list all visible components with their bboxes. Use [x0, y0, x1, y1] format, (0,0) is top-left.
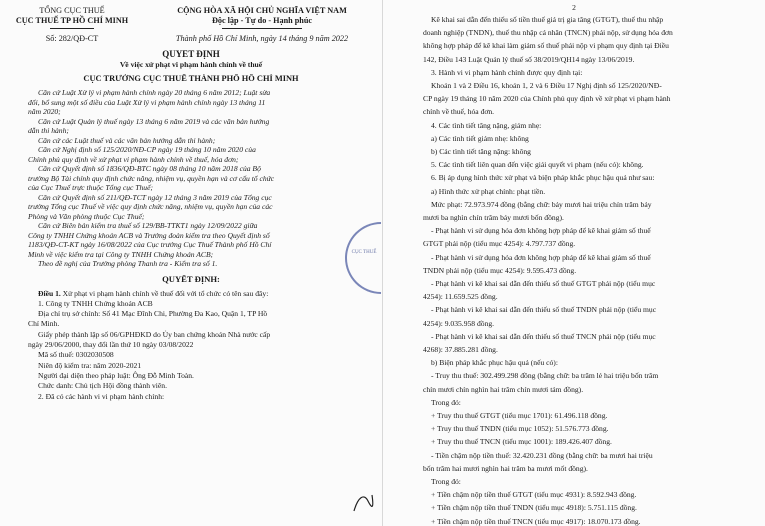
article-line: Điều 1. Xử phạt vi phạm hành chính về thuế đối với tổ chức có tên sau đây: [38, 288, 269, 298]
content-line: mươi ba nghìn chín trăm bảy mươi bốn đồng). [423, 213, 564, 222]
signature-mark-icon [348, 487, 378, 517]
content-line: doanh nghiệp (TNDN), thuế thu nhập cá nhân (TNCN) phải nộp, sử dụng hóa đơn [423, 28, 673, 38]
basis-line: Căn cứ Luật Quản lý thuế ngày 13 tháng 6 năm 2019 và các văn bản hướng [38, 116, 270, 126]
content-line: Trong đó: [431, 397, 461, 407]
agency-name: CỤC THUẾ TP HỒ CHÍ MINH [15, 16, 129, 25]
content-line: a) Hình thức xử phạt chính: phạt tiền. [431, 186, 546, 196]
content-line: bốn trăm hai mươi nghìn hai trăm ba mươi mốt đồng). [423, 463, 588, 473]
basis-line: Căn cứ Luật Xử lý vi phạm hành chính ngày 20 tháng 6 năm 2012; Luật sửa [38, 88, 271, 97]
article-label: Điều 1. [38, 288, 61, 298]
agency-header [10, 6, 134, 44]
page-number: 2 [572, 3, 576, 12]
basis-line: Minh về việc kiểm tra tại Công ty TNHH Chứng khoán ACB; [28, 249, 214, 259]
article-line: Niên độ kiểm tra: năm 2020-2021 [38, 360, 142, 370]
content-line: GTGT phải nộp (tiểu mục 4254): 4.797.737 đồng. [423, 239, 576, 249]
basis-line: Căn cứ các Luật thuế và các văn bản hướng dẫn thi hành; [38, 135, 216, 145]
basis-line: 1183/QĐ-CT-KT ngày 16/08/2022 của Cục trưởng Cục Thuế Thành phố Hồ Chí [28, 240, 272, 249]
content-line: - Phạt hành vi kê khai sai dẫn đến thiếu số thuế GTGT phải nộp (tiểu mục [431, 279, 656, 288]
document-number: Số: 282/QĐ-CT [45, 34, 99, 43]
article-line: Giấy phép thành lập số 06/GPHĐKD do Ủy ban chứng khoán Nhà nước cấp [38, 329, 271, 339]
basis-line: Căn cứ Quyết định số 1836/QĐ-BTC ngày 08 tháng 10 năm 2018 của Bộ [38, 164, 261, 173]
basis-line: đổi, bổ sung một số điều của Luật Xử lý vi phạm hành chính ngày 13 tháng 11 [28, 97, 266, 107]
content-line: b) Các tình tiết tăng nặng: không [431, 147, 531, 156]
content-line: chín mươi chín nghìn hai trăm chín mươi tám đồng). [423, 384, 584, 394]
content-line: không hợp pháp để kê khai làm giảm số thuế phải nộp vi phạm quy định tại Điều [423, 41, 669, 51]
content-line: + Tiền chậm nộp tiền thuế TNCN (tiểu mục 4917): 18.070.173 đồng. [431, 516, 641, 526]
basis-line: dẫn thi hành; [28, 126, 69, 135]
content-line: - Tiền chậm nộp tiền thuế: 32.420.231 đồng (bằng chữ: ba mươi hai triệu [431, 450, 653, 460]
stamp-label: CỤC THUẾ [351, 250, 377, 255]
content-line: 4. Các tình tiết tăng nặng, giảm nhẹ: [431, 120, 542, 130]
article-line: Địa chỉ trụ sở chính: Số 41 Mạc Đĩnh Chi, Phường Đa Kao, Quận 1, TP Hồ [38, 309, 268, 319]
content-line: chính về thuế, hóa đơn. [423, 107, 495, 117]
content-line: + Truy thu thuế GTGT (tiểu mục 1701): 61.496.118 đồng. [431, 411, 608, 420]
content-line: b) Biện pháp khắc phục hậu quả (nếu có): [431, 358, 558, 368]
content-line: 142, Điều 143 Luật Quản lý thuế số 38/2019/QH14 ngày 13/06/2019. [423, 54, 635, 64]
content-line: a) Các tình tiết giảm nhẹ: không [431, 133, 529, 143]
content-line: TNDN phải nộp (tiểu mục 4254): 9.595.473 đồng. [423, 265, 577, 275]
content-line: 4254): 9.035.958 đồng. [423, 318, 495, 328]
content-line: Trong đó: [431, 477, 461, 486]
content-line: 3. Hành vi vi phạm hành chính được quy định tại: [431, 67, 583, 77]
content-line: - Phạt hành vi sử dụng hóa đơn không hợp pháp để kê khai giảm số thuế [431, 226, 651, 236]
nation-name: CỘNG HÒA XÃ HỘI CHỦ NGHĨA VIỆT NAM [177, 6, 347, 15]
place-date: Thành phố Hồ Chí Minh, ngày 14 tháng 9 năm 2022 [175, 34, 349, 43]
article-line: 1. Công ty TNHH Chứng khoán ACB [38, 298, 153, 308]
document-page-2 [383, 0, 765, 526]
basis-line: Phòng và Văn phòng thuộc Cục Thuế; [28, 211, 145, 221]
article-line: Chí Minh. [28, 319, 60, 329]
basis-line: Chính phủ quy định về xử phạt vi phạm hành chính về thuế, hóa đơn; [28, 154, 239, 164]
article-line: 2. Đã có các hành vi vi phạm hành chính: [38, 391, 165, 401]
content-line: + Tiền chậm nộp tiền thuế GTGT (tiểu mục 4931): 8.592.943 đồng. [431, 490, 637, 500]
content-line: 6. Bị áp dụng hình thức xử phạt và biện pháp khắc phục hậu quả như sau: [431, 173, 655, 183]
basis-line: của Cục Thuế trực thuộc Tổng cục Thuế; [28, 183, 153, 192]
article-line: Người đại diện theo pháp luật: Ông Đỗ Minh Toàn. [38, 370, 194, 380]
basis-line: Căn cứ Biên bản kiểm tra thuế số 129/BB-TTKT1 ngày 12/09/2022 giữa [38, 221, 258, 230]
content-line: - Truy thu thuế: 302.499.298 đồng (bằng chữ: ba trăm lẻ hai triệu bốn trăm [431, 371, 659, 381]
basis-line: Theo đề nghị của Trưởng phòng Thanh tra - Kiểm tra số 1. [38, 259, 218, 268]
motto-underline [222, 28, 302, 29]
article-line: Mã số thuế: 0302030508 [38, 350, 114, 360]
content-line: - Phạt hành vi kê khai sai dẫn đến thiếu số thuế TNDN phải nộp (tiểu mục [431, 305, 657, 315]
basis-line: Công ty TNHH Chứng khoán ACB và Trưởng đoàn kiểm tra theo Quyết định số [28, 230, 270, 240]
content-line: + Truy thu thuế TNCN (tiểu mục 1001): 189.426.407 đồng. [431, 437, 612, 447]
nation-motto: Độc lập - Tự do - Hạnh phúc [211, 16, 313, 25]
nation-header [156, 6, 368, 44]
decision-title: QUYẾT ĐỊNH [162, 50, 220, 59]
content-line: + Tiền chậm nộp tiền thuế TNDN (tiểu mục 4918): 5.751.115 đồng. [431, 503, 637, 513]
content-line: 4268): 37.885.281 đồng. [423, 345, 498, 354]
agency-parent: TỔNG CỤC THUẾ [39, 6, 105, 15]
basis-line: năm 2020; [28, 107, 61, 116]
basis-line: Căn cứ Quyết định số 211/QĐ-TCT ngày 12 tháng 3 năm 2019 của Tổng cục [38, 192, 272, 202]
basis-line: trưởng Bộ Tài chính quy định chức năng, nhiệm vụ, quyền hạn và cơ cấu tổ chức [28, 173, 275, 183]
article-line: Chức danh: Chủ tịch Hội đồng thành viên. [38, 381, 167, 391]
content-line: + Truy thu thuế TNDN (tiểu mục 1052): 51.576.773 đồng. [431, 424, 609, 434]
content-line: - Phạt hành vi sử dụng hóa đơn không hợp pháp để kê khai giảm số thuế [431, 252, 651, 262]
content-line: 5. Các tình tiết liên quan đến việc giải quyết vi phạm (nếu có): không. [431, 160, 644, 170]
content-line: Kê khai sai dẫn đến thiếu số tiền thuế giá trị gia tăng (GTGT), thuế thu nhập [431, 15, 664, 24]
content-line: Mức phạt: 72.973.974 đồng (bằng chữ: bảy mươi hai triệu chín trăm bảy [431, 199, 652, 209]
article-line: ngày 29/06/2000, thay đổi lần thứ 10 ngày 03/08/2022 [28, 340, 194, 349]
agency-underline [50, 28, 94, 29]
content-line: Khoản 1 và 2 Điều 16, khoản 1, 2 và 6 Điều 17 Nghị định số 125/2020/NĐ- [431, 81, 662, 90]
basis-line: Căn cứ Nghị định số 125/2020/NĐ-CP ngày 19 tháng 10 năm 2020 của [38, 145, 256, 154]
issuer-title: CỤC TRƯỞNG CỤC THUẾ THÀNH PHỐ HỒ CHÍ MINH [83, 74, 299, 83]
decision-subject: Về việc xử phạt vi phạm hành chính về thuế [119, 60, 263, 69]
decision-heading: QUYẾT ĐỊNH: [162, 274, 220, 284]
basis-line: trưởng Tổng cục Thuế về việc quy định chức năng, nhiệm vụ, quyền hạn của các [28, 202, 273, 211]
content-line: 4254): 11.659.525 đồng. [423, 292, 498, 302]
content-line: CP ngày 19 tháng 10 năm 2020 của Chính phủ quy định về xử phạt vi phạm hành [423, 94, 671, 104]
content-line: - Phạt hành vi kê khai sai dẫn đến thiếu số thuế TNCN phải nộp (tiểu mục [431, 331, 656, 341]
